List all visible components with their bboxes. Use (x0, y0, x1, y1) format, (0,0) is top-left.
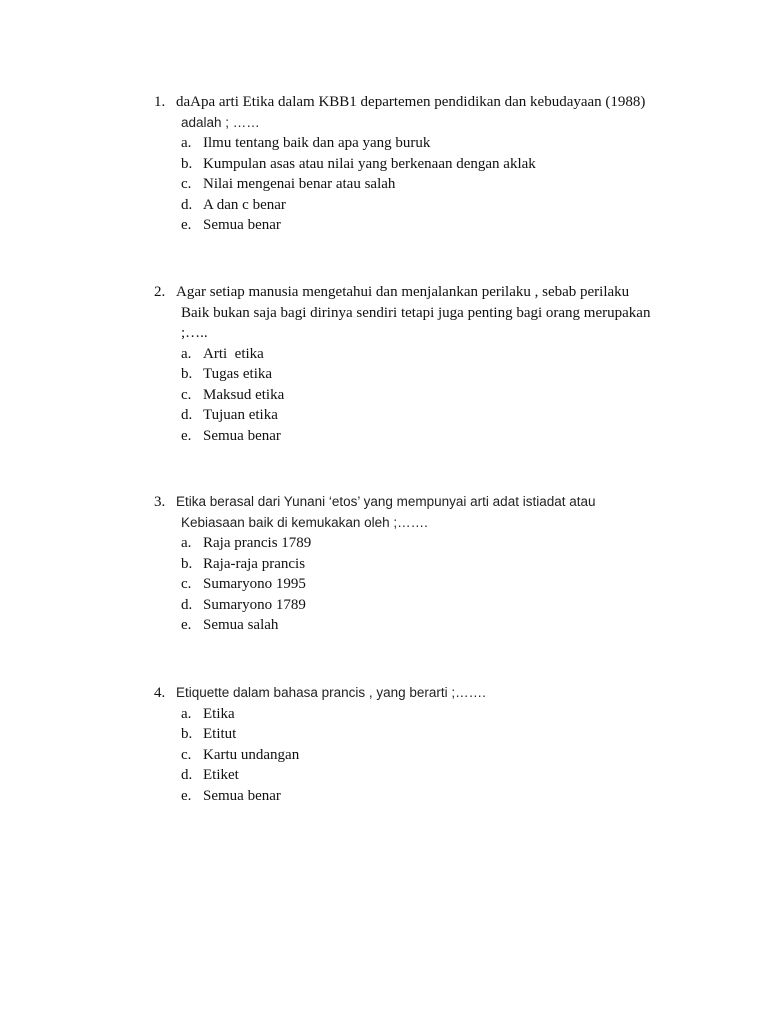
question-stem (154, 282, 714, 303)
option-a (154, 704, 714, 725)
option-text: Semua benar (203, 787, 281, 804)
option-text: Kumpulan asas atau nilai yang berkenaan dengan aklak (203, 155, 536, 172)
question-text: Etika berasal dari Yunani ‘etos’ yang mempunyai arti adat istiadat atau (176, 494, 596, 509)
option-label: b. (181, 366, 193, 382)
option-text: Etitut (203, 726, 237, 742)
question-stem (154, 492, 714, 513)
option-text: Etika (203, 705, 235, 722)
option-label: e. (181, 787, 192, 804)
option-label: a. (181, 705, 192, 722)
option-text: Maksud etika (203, 386, 285, 403)
question-number: 1. (154, 94, 166, 110)
option-label: b. (181, 555, 193, 572)
option-label: d. (181, 407, 193, 423)
option-label: e. (181, 217, 192, 233)
option-list (154, 704, 714, 807)
option-text: Tugas etika (203, 366, 273, 382)
option-list (154, 133, 714, 236)
option-text: Sumaryono 1995 (203, 576, 306, 592)
option-b (154, 724, 714, 745)
option-d (154, 405, 714, 426)
option-list (154, 533, 714, 636)
option-label: b. (181, 726, 193, 742)
option-text: Semua benar (203, 217, 281, 233)
option-e (154, 426, 714, 447)
question-3 (154, 492, 714, 636)
question-number: 2. (154, 284, 166, 300)
question-continuation: Baik bukan saja bagi dirinya sendiri tetapi juga penting bagi orang merupakan (181, 304, 651, 321)
question-stem (154, 92, 714, 113)
option-list (154, 344, 714, 447)
question-continuation: ;….. (181, 325, 208, 341)
option-c (154, 174, 714, 195)
option-label: e. (181, 617, 192, 633)
option-text: Semua benar (203, 427, 281, 444)
question-number: 3. (154, 494, 166, 510)
option-label: e. (181, 427, 192, 444)
option-d (154, 595, 714, 616)
option-text: Kartu undangan (203, 746, 300, 763)
option-e (154, 215, 714, 236)
option-text: Tujuan etika (203, 407, 278, 423)
option-label: d. (181, 196, 193, 213)
option-label: b. (181, 155, 193, 172)
option-d (154, 195, 714, 216)
option-text: Raja-raja prancis (203, 555, 306, 572)
option-label: c. (181, 386, 192, 403)
option-c (154, 745, 714, 766)
option-label: d. (181, 767, 193, 783)
option-e (154, 786, 714, 807)
option-label: a. (181, 535, 192, 551)
option-text: A dan c benar (203, 196, 286, 213)
option-a (154, 344, 714, 365)
option-a (154, 533, 714, 554)
option-text: Nilai mengenai benar atau salah (203, 176, 396, 192)
option-c (154, 574, 714, 595)
question-1 (154, 92, 714, 236)
option-label: c. (181, 176, 192, 192)
option-b (154, 364, 714, 385)
option-text: Etiket (203, 767, 239, 783)
question-4 (154, 683, 714, 806)
option-text: Raja prancis 1789 (203, 535, 312, 551)
option-e (154, 615, 714, 636)
question-stem (154, 683, 714, 704)
option-label: a. (181, 345, 192, 362)
question-number: 4. (154, 685, 166, 701)
question-continuation: Kebiasaan baik di kemukakan oleh ;……. (181, 514, 428, 530)
option-b (154, 554, 714, 575)
option-d (154, 765, 714, 786)
option-text: Ilmu tentang baik dan apa yang buruk (203, 135, 431, 151)
option-label: c. (181, 576, 192, 592)
option-text: Semua salah (203, 617, 279, 633)
option-label: d. (181, 596, 193, 613)
question-text: Agar setiap manusia mengetahui dan menjalankan perilaku , sebab perilaku (176, 284, 630, 300)
option-label: a. (181, 135, 192, 151)
question-2 (154, 282, 714, 446)
option-text: Sumaryono 1789 (203, 596, 306, 613)
option-a (154, 133, 714, 154)
question-continuation: adalah ; …… (181, 114, 260, 130)
option-c (154, 385, 714, 406)
option-label: c. (181, 746, 192, 763)
question-text: daApa arti Etika dalam KBB1 departemen pendidikan dan kebudayaan (1988) (176, 94, 646, 110)
option-b (154, 154, 714, 175)
question-text: Etiquette dalam bahasa prancis , yang berarti ;……. (176, 685, 486, 700)
option-text: Arti etika (203, 345, 264, 362)
